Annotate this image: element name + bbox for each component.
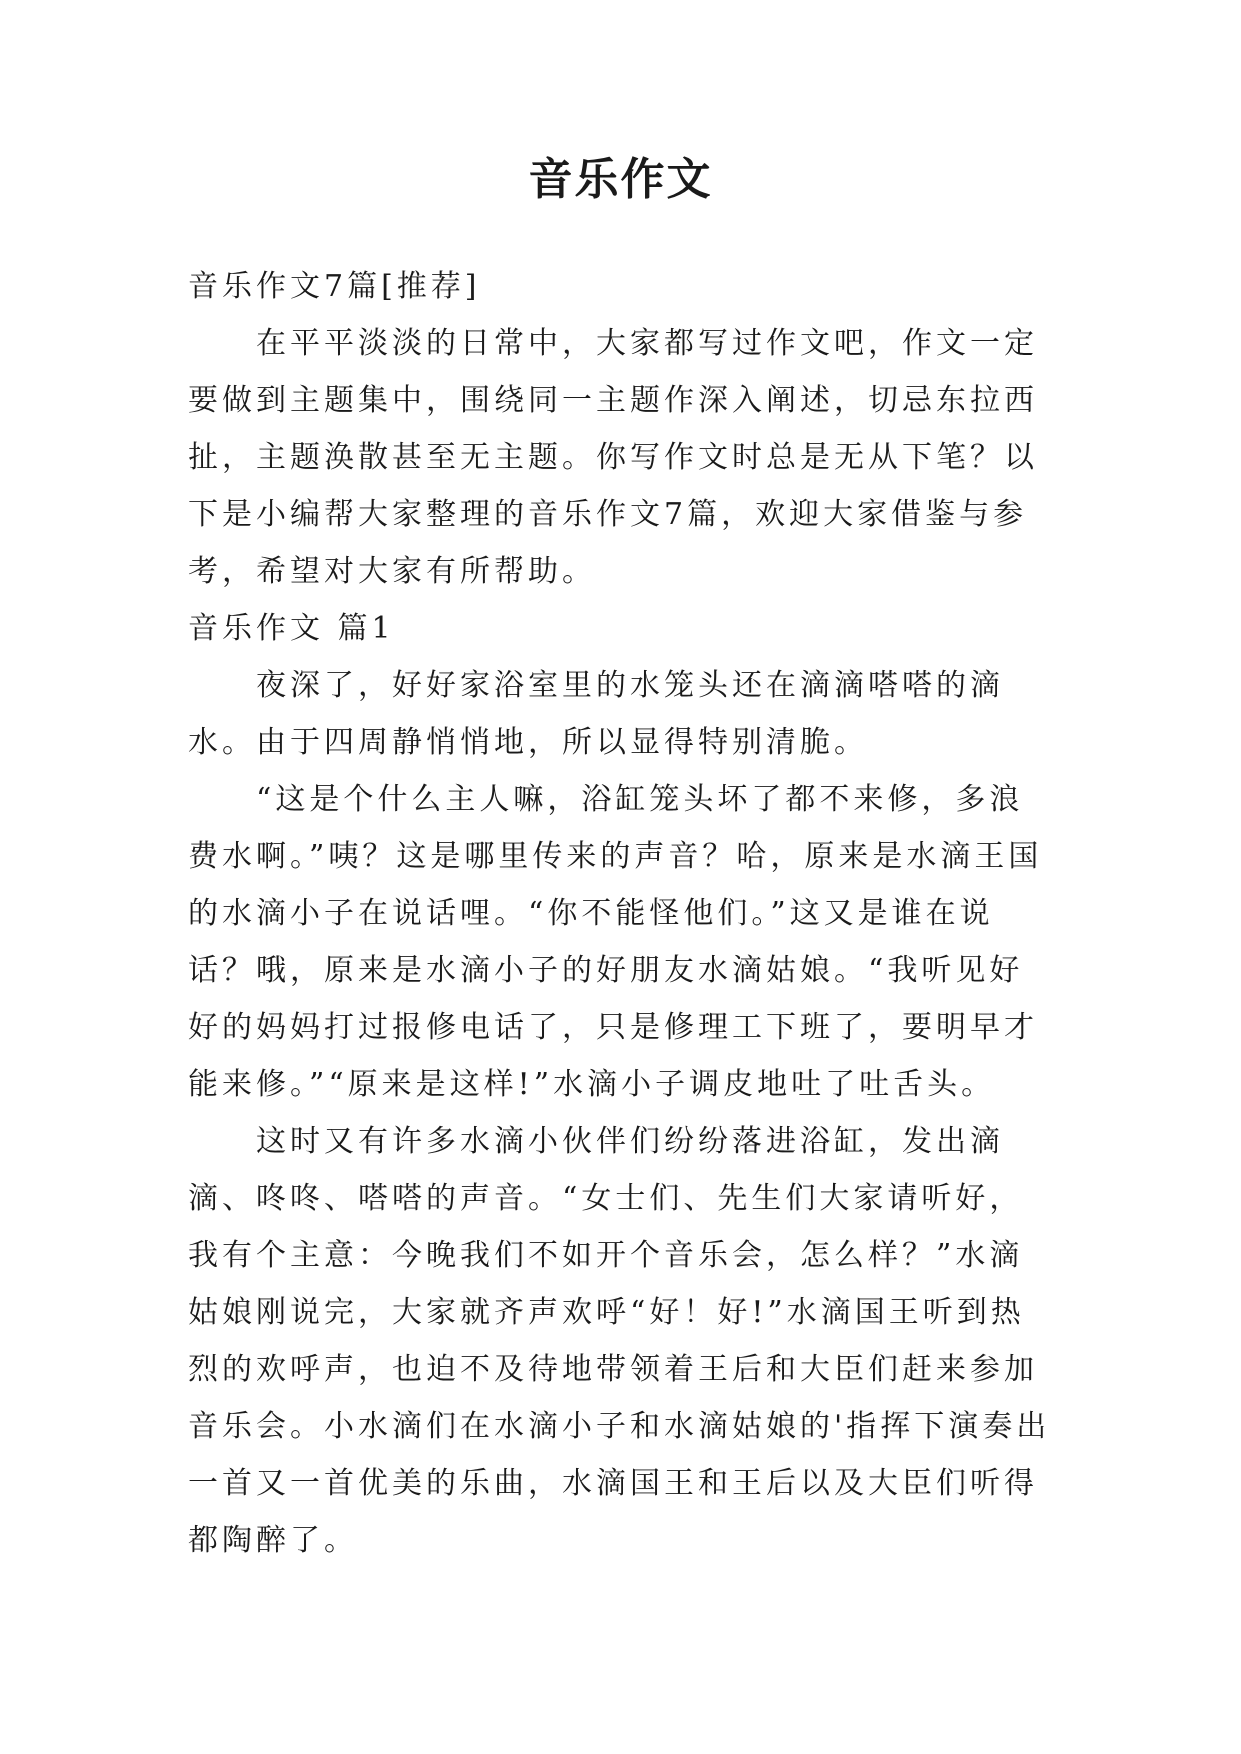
- body-paragraph: 夜深了，好好家浴室里的水笼头还在滴滴嗒嗒的滴水。由于四周静悄悄地，所以显得特别清脆。: [188, 668, 1004, 760]
- section-heading: 音乐作文 篇1: [188, 611, 395, 646]
- body-paragraph: “这是个什么主人嘛，浴缸笼头坏了都不来修，多浪费水啊。”咦？这是哪里传来的声音？哈，原来是水滴王国的水滴小子在说话哩。“你不能怪他们。”这又是谁在说话？哦，原来是水滴小子的好朋友水滴姑娘。“我听见好好的妈妈打过报修电话了，只是修理工下班了，要明早才能来修。”“原来是这样!”水滴小子调皮地吐了吐舌头。: [188, 782, 1043, 1102]
- body-paragraph: 这时又有许多水滴小伙伴们纷纷落进浴缸，发出滴滴、咚咚、嗒嗒的声音。“女士们、先生们大家请听好，我有个主意：今晚我们不如开个音乐会，怎么样？”水滴姑娘刚说完，大家就齐声欢呼“好！好!”水滴国王听到热烈的欢呼声，也迫不及待地带领着王后和大臣们赶来参加音乐会。小水滴们在水滴小子和水滴姑娘的'指挥下演奏出一首又一首优美的乐曲，水滴国王和王后以及大臣们听得都陶醉了。: [188, 1124, 1051, 1558]
- document-body: [188, 258, 1056, 1569]
- document-title: 音乐作文: [528, 154, 713, 205]
- document-subtitle: 音乐作文7篇[推荐]: [188, 269, 481, 304]
- intro-paragraph: 在平平淡淡的日常中，大家都写过作文吧，作文一定要做到主题集中，围绕同一主题作深入阐述，切忌东拉西扯，主题涣散甚至无主题。你写作文时总是无从下笔？以下是小编帮大家整理的音乐作文7篇，欢迎大家借鉴与参考，希望对大家有所帮助。: [188, 326, 1038, 589]
